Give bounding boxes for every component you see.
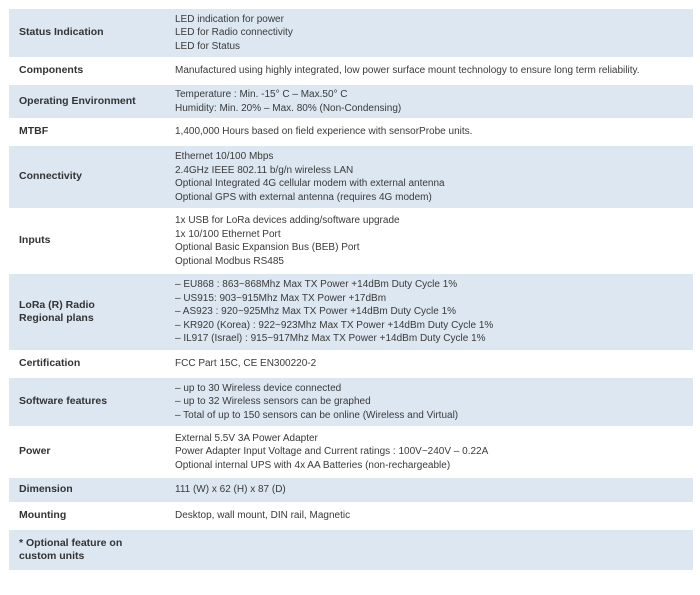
spec-label xyxy=(9,428,167,476)
spec-row xyxy=(9,210,693,272)
spec-value-line: – EU868 : 863~868Mhz Max TX Power +14dBm Duty Cycle 1% xyxy=(175,279,458,291)
spec-label xyxy=(9,9,167,57)
spec-value-line: External 5.5V 3A Power Adapter xyxy=(175,432,318,444)
spec-value-line: Ethernet 10/100 Mbps xyxy=(175,151,274,162)
spec-value-line: Optional Modbus RS485 xyxy=(175,255,284,267)
spec-value-line: FCC Part 15C, CE EN300220-2 xyxy=(175,358,317,370)
spec-value-line: – US915: 903~915Mhz Max TX Power +17dBm xyxy=(175,292,387,304)
spec-label-line: * Optional feature on xyxy=(19,536,123,549)
spec-value-line: Optional Integrated 4G cellular modem with external antenna xyxy=(175,178,445,189)
spec-label-line: Inputs xyxy=(19,234,51,247)
spec-value xyxy=(167,428,693,476)
spec-label xyxy=(9,120,167,144)
spec-row xyxy=(9,478,693,502)
spec-value xyxy=(167,274,693,350)
spec-value-line: 1x USB for LoRa devices adding/software upgrade xyxy=(175,215,400,226)
spec-label-line: custom units xyxy=(19,550,85,562)
spec-value xyxy=(167,352,693,376)
spec-value-line: LED for Status xyxy=(175,40,241,52)
spec-row xyxy=(9,274,693,350)
spec-value-line: Optional Basic Expansion Bus (BEB) Port xyxy=(175,242,360,253)
spec-row xyxy=(9,352,693,376)
spec-value-line: Optional GPS with external antenna (requires 4G modem) xyxy=(175,191,432,203)
spec-label xyxy=(9,146,167,208)
spec-label-line: LoRa (R) Radio xyxy=(19,298,95,311)
spec-label-line: Regional plans xyxy=(19,312,94,324)
spec-row xyxy=(9,85,693,118)
spec-value xyxy=(167,504,693,528)
spec-value xyxy=(167,120,693,144)
spec-label-line: Dimension xyxy=(19,483,73,496)
spec-row xyxy=(9,504,693,528)
spec-label xyxy=(9,504,167,528)
spec-value xyxy=(167,85,693,118)
spec-value-line: 1x 10/100 Ethernet Port xyxy=(175,228,281,240)
spec-value-line: 1,400,000 Hours based on field experience with sensorProbe units. xyxy=(175,126,473,138)
spec-value xyxy=(167,478,693,502)
spec-label-line: Status Indication xyxy=(19,26,104,39)
spec-value-line: LED indication for power xyxy=(175,13,284,25)
spec-value-line: – KR920 (Korea) : 922~923Mhz Max TX Power +14dBm Duty Cycle 1% xyxy=(175,319,494,331)
spec-value-line: 111 (W) x 62 (H) x 87 (D) xyxy=(175,484,286,496)
spec-value-line: 2.4GHz IEEE 802.11 b/g/n wireless LAN xyxy=(175,164,354,176)
spec-label-line: Software features xyxy=(19,395,108,408)
spec-row xyxy=(9,9,693,57)
spec-row xyxy=(9,59,693,83)
spec-label-line: Operating Environment xyxy=(19,94,136,107)
spec-value-line: – IL917 (Israel) : 915~917Mhz Max TX Power +14dBm Duty Cycle 1% xyxy=(175,333,486,345)
spec-value-line: – up to 30 Wireless device connected xyxy=(175,382,342,394)
spec-label-line: Connectivity xyxy=(19,170,83,183)
spec-value xyxy=(167,378,693,426)
spec-label xyxy=(9,210,167,272)
spec-value-line: – AS923 : 920~925Mhz Max TX Power +14dBm Duty Cycle 1% xyxy=(175,306,457,318)
spec-value xyxy=(167,530,693,570)
spec-label xyxy=(9,85,167,118)
spec-value xyxy=(167,210,693,272)
spec-table-body xyxy=(9,9,693,570)
spec-table xyxy=(9,7,693,572)
spec-value-line: LED for Radio connectivity xyxy=(175,27,293,39)
spec-value-line: Optional internal UPS with 4x AA Batteries (non-rechargeable) xyxy=(175,459,451,471)
spec-label xyxy=(9,59,167,83)
spec-label-line: Components xyxy=(19,64,84,77)
spec-label-line: Certification xyxy=(19,357,81,370)
spec-value-line: Humidity: Min. 20% – Max. 80% (Non-Condensing) xyxy=(175,102,402,114)
spec-value-line: Manufactured using highly integrated, low power surface mount technology to ensure long term reliability. xyxy=(175,65,640,77)
spec-label xyxy=(9,352,167,376)
spec-label xyxy=(9,274,167,350)
spec-row xyxy=(9,120,693,144)
spec-label xyxy=(9,530,167,570)
spec-value xyxy=(167,146,693,208)
spec-label xyxy=(9,378,167,426)
spec-value xyxy=(167,59,693,83)
spec-value-line: – Total of up to 150 sensors can be online (Wireless and Virtual) xyxy=(175,409,459,421)
spec-row xyxy=(9,146,693,208)
spec-label-line: MTBF xyxy=(19,125,49,138)
spec-row xyxy=(9,428,693,476)
spec-value-line: – up to 32 Wireless sensors can be graphed xyxy=(175,396,371,408)
spec-row xyxy=(9,530,693,570)
spec-value-line: Desktop, wall mount, DIN rail, Magnetic xyxy=(175,510,351,522)
spec-label-line: Power xyxy=(19,445,51,458)
spec-row xyxy=(9,378,693,426)
spec-value-line: Temperature : Min. -15° C – Max.50° C xyxy=(175,89,348,100)
spec-label xyxy=(9,478,167,502)
spec-label-line: Mounting xyxy=(19,509,67,522)
spec-value xyxy=(167,9,693,57)
spec-value-line: Power Adapter Input Voltage and Current ratings : 100V~240V – 0.22A xyxy=(175,446,489,458)
